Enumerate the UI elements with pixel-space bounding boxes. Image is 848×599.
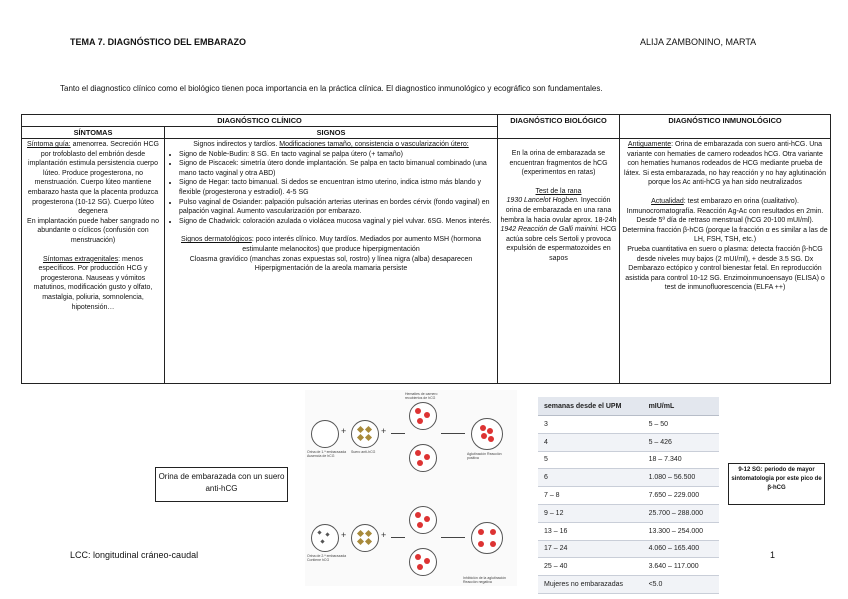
author-name: ALIJA ZAMBONINO, MARTA — [640, 37, 757, 47]
page-title: TEMA 7. DIAGNÓSTICO DEL EMBARAZO — [70, 37, 247, 47]
antiserum-2-icon — [351, 524, 379, 552]
table-row: 6 1.080 – 56.500 — [538, 469, 719, 487]
signo-chadwick: • Signo de Chadwick: coloración azulada o violácea mucosa vaginal y piel vulvar. 6SG. Menos interés. — [179, 217, 495, 227]
plus-icon: + — [381, 426, 387, 436]
biologico-cell — [498, 139, 620, 384]
arrow-icon — [391, 537, 405, 538]
signos-dermatologicos: Signos dermatológicos: poco interés clínico. Muy tardíos. Mediados por aumento MSH (hormona estimulante melanocitos) que produce hiperpigmentación — [181, 236, 481, 253]
agglutination-figure — [305, 390, 517, 586]
header-biologico: DIAGNÓSTICO BIOLÓGICO — [498, 115, 620, 139]
table-row: 17 – 24 4.060 – 165.400 — [538, 540, 719, 558]
arrow-icon — [441, 537, 465, 538]
signo-noble-budin: • Signo de Noble-Budin: 8 SG. En tacto vaginal se palpa útero (+ tamaño) — [179, 150, 495, 160]
test-rana: 1930 Lancelot Hogben. Inyección orina de embarazada en una rana hembra la hacia ovular aprox. 18-24h — [500, 197, 617, 224]
signos-intro: Signos indirectos y tardíos. Modificaciones tamaño, consistencia o vascularización útero: — [193, 141, 469, 148]
plus-icon: + — [381, 530, 387, 540]
signo-areola: Hiperpigmentación de la areola mamaria persiste — [254, 265, 408, 273]
signos-list — [167, 150, 495, 227]
signos-cell — [165, 139, 498, 384]
antiserum-1-icon — [351, 420, 379, 448]
urine-sample-2-icon — [311, 524, 339, 552]
signo-piscacek: • Signo de Piscacek: simetría útero donde implantación. Se palpa en tacto bimanual combinado (una mano tacto vaginal y otra ABD) — [179, 159, 495, 178]
urine-sample-1-icon — [311, 420, 339, 448]
figure-label-urine-1: Orina de 1.ª embarazada Ausencia de hCG — [307, 450, 347, 458]
arrow-icon — [391, 433, 405, 434]
table-row: 7 – 8 7.650 – 229.000 — [538, 487, 719, 505]
table-row: 3 5 – 50 — [538, 416, 719, 434]
sintoma-implantacion: En implantación puede haber sangrado no abundante o cíclicos (confusión con menstruación) — [27, 217, 159, 244]
header-sintomas: SÍNTOMAS — [22, 127, 165, 139]
figure-label-urine-2: Orina de 2.ª embarazada Contiene hCG — [307, 554, 347, 562]
figure-label-rbc-1: Hematies de carnero recubiertos de hCG — [405, 392, 438, 400]
callout-sintomatologia: 9-12 SG: periodo de mayor sintomatologia por este pico de β-hCG — [728, 463, 825, 505]
test-rana-label: Test de la rana — [535, 187, 582, 195]
arrow-icon — [441, 433, 465, 434]
table-row: 13 – 16 13.300 – 254.000 — [538, 522, 719, 540]
table-row: 9 – 12 25.700 – 288.000 — [538, 504, 719, 522]
table-row: 4 5 – 426 — [538, 433, 719, 451]
callout-orina: Orina de embarazada con un suero anti-hCG — [155, 467, 288, 502]
bio-intro: En la orina de embarazada se encuentran fragmentos de hCG (experimentos en ratas) — [509, 150, 608, 177]
hcg-col-value: mIU/mL — [643, 397, 719, 416]
plus-icon: + — [341, 426, 347, 436]
sheep-rbc-3-icon — [409, 548, 437, 576]
inm-actualidad: Actualidad: test embarazo en orina (cualitativo). Inmunocromatografía. Reacción Ag-Ac con resultados en 2min. Desde 5º día de retraso menstrual (hCG 20-100 mUI/ml). Determina fracción β-hCG (porque la fracción α es similar a las de LH, FSH, TSH, etc.) — [622, 197, 828, 244]
table-row: Mujeres no embarazadas <5.0 — [538, 576, 719, 594]
sintomas-cell — [22, 139, 165, 384]
plus-icon: + — [341, 530, 347, 540]
footer-lcc: LCC: longitudinal cráneo-caudal — [70, 550, 199, 560]
header-inmunologico: DIAGNÓSTICO INMUNOLÓGICO — [620, 115, 831, 139]
figure-label-agglutination: Aglutinación Reacción positiva — [467, 452, 502, 460]
inhibition-result-icon — [471, 522, 503, 554]
page-number: 1 — [770, 550, 776, 560]
figure-label-antiserum-1: Suero anti-hCG — [351, 450, 376, 454]
hcg-reference-table — [538, 397, 719, 594]
agglutination-result-icon — [471, 418, 503, 450]
table-row: 25 – 40 3.640 – 117.000 — [538, 558, 719, 576]
sheep-rbc-coated-icon — [409, 444, 437, 472]
sheep-rbc-icon — [409, 402, 437, 430]
signo-hegar: • Signo de Hegar: tacto bimanual. Si dedos se encuentran istmo uterino, indica istmo más blando y flexible (progesterona y estradiol). 4-5 SG — [179, 178, 495, 197]
table-row: 5 18 – 7.340 — [538, 451, 719, 469]
signo-cloasma: Cloasma gravídico (manchas zonas expuestas sol, rostro) y línea nigra (alba) desaparecen — [189, 255, 473, 263]
sheep-rbc-2-icon — [409, 506, 437, 534]
figure-label-inhibition: Inhibición de la aglutinación Reacción negativa — [463, 576, 507, 584]
hcg-col-weeks: semanas desde el UPM — [538, 397, 643, 416]
header-signos: SIGNOS — [165, 127, 498, 139]
diagnosis-table — [21, 114, 831, 384]
inm-cuantitativa: Prueba cuantitativa en suero o plasma: detecta fracción β-hCG desde niveles muy bajos (2 mUI/ml), + desde 3.5 SG. Dx Dembarazo ectópico y control bienestar fetal. En reproducción asistida para control 10-12 SG. Enzimoinmunoensayo (ELISA) o test de inmunofluorescencia (ELFA ++) — [625, 245, 825, 292]
inmunologico-cell — [620, 139, 831, 384]
header-clinico: DIAGNÓSTICO CLÍNICO — [22, 115, 498, 127]
signo-osiander: • Pulso vaginal de Osiander: palpación pulsación arterias uterinas en bordes cérvix (fondo vaginal) en palpación vaginal. Aumento vascularización por embarazo. — [179, 198, 495, 217]
sintoma-guia: Síntoma guía: amenorrea. Secreción HCG por trofoblasto del embrión desde implantación estimula persistencia cuerpo lúteo. Produce progesterona, no menstruación. Cuerpo lúteo mantiene embarazo hasta que la placenta produzca progesterona (10-12 SG). Cuerpo lúteo degenera — [27, 141, 159, 216]
reaccion-galli: 1942 Reacción de Galli mainini. HCG actúa sobre cels Sertoli y provoca expulsión de espermatozoides en sapos — [500, 226, 617, 262]
intro-paragraph: Tanto el diagnostico clínico como el biológico tienen poca importancia en la práctica clínica. El diagnostico inmunológico y ecográfico son fundamentales. — [60, 84, 603, 93]
inm-antiguamente: Antiguamente: Orina de embarazada con suero anti-hCG. Una variante con hematies de carnero rodeados hCG. Otra variante con hematies humanos rodeados de HCG mediante prueba de látex. Si esta embarazada, no hay reacción y no hay aglutinación porque los Ac anti-hCG ya han sido neutralizados — [624, 141, 826, 187]
sintomas-extragenitales: Síntomas extragenitales: menos específicos. Por producción HCG y progesterona. Nauseas y vómitos matutinos, modificación gusto y olfato, mastalgia, poliuria, somnolencia, hipotensión… — [33, 255, 153, 311]
